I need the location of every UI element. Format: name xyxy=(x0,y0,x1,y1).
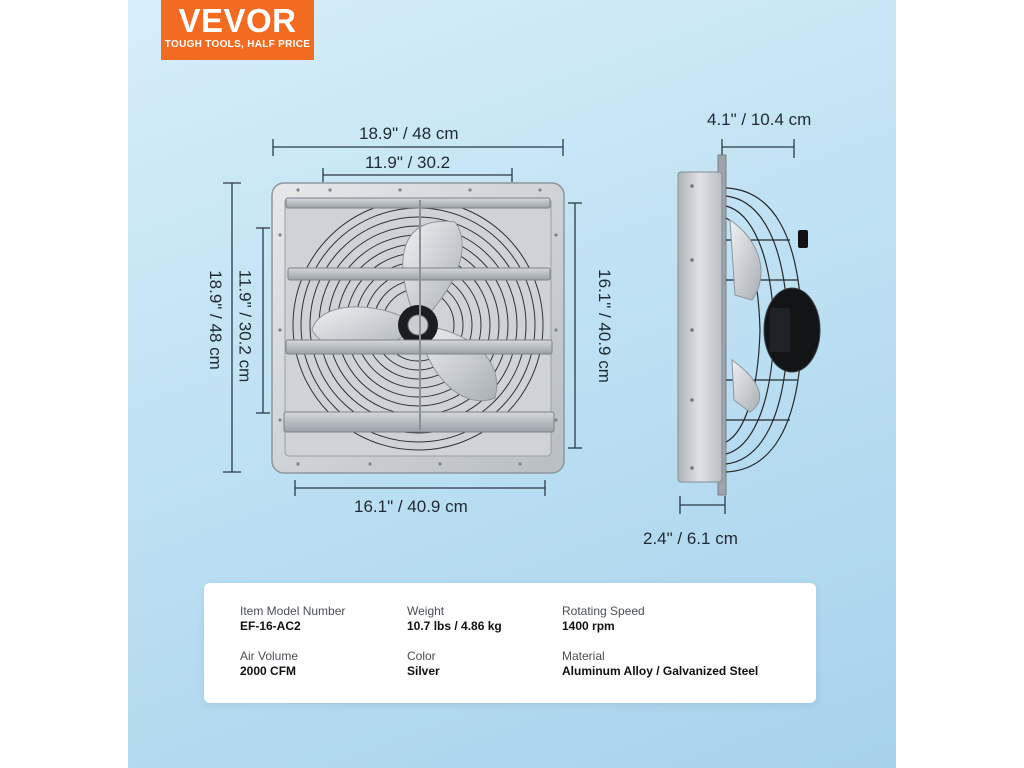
spec-model-number xyxy=(240,604,345,634)
spec-value: EF-16-AC2 xyxy=(240,619,301,633)
spec-value: 1400 rpm xyxy=(562,619,615,633)
dim-front-frame-width: 16.1" / 40.9 cm xyxy=(354,497,468,516)
dim-side-total-depth: 4.1" / 10.4 cm xyxy=(707,110,812,129)
spec-label: Item Model Number xyxy=(240,604,346,618)
spec-label: Color xyxy=(407,649,436,663)
spec-value: Aluminum Alloy / Galvanized Steel xyxy=(562,664,759,678)
spec-rotating-speed xyxy=(562,604,645,634)
spec-material xyxy=(562,649,758,679)
spec-label: Weight xyxy=(407,604,445,618)
front-view xyxy=(223,139,582,496)
brand-logo xyxy=(161,0,314,60)
dim-front-total-height: 18.9" / 48 cm xyxy=(205,270,225,370)
dim-side-frame-depth: 2.4" / 6.1 cm xyxy=(643,529,738,548)
dim-front-frame-height: 16.1" / 40.9 cm xyxy=(594,269,614,383)
spec-value: Silver xyxy=(407,664,440,678)
spec-label: Material xyxy=(562,649,605,663)
brand-tagline: TOUGH TOOLS, HALF PRICE xyxy=(164,39,311,50)
spec-label: Air Volume xyxy=(240,649,299,663)
spec-label: Rotating Speed xyxy=(562,604,645,618)
dim-front-inner-height: 11.9" / 30.2 cm xyxy=(235,269,255,383)
spec-weight xyxy=(407,604,502,634)
spec-card xyxy=(204,583,816,703)
spec-air-volume xyxy=(240,649,298,679)
dim-front-inner-width: 11.9" / 30.2 xyxy=(365,153,451,172)
spec-color xyxy=(407,649,440,679)
spec-value: 10.7 lbs / 4.86 kg xyxy=(407,619,502,633)
side-view xyxy=(678,139,820,514)
spec-value: 2000 CFM xyxy=(240,664,297,678)
dim-front-total-width: 18.9" / 48 cm xyxy=(359,124,459,143)
brand-name: VEVOR xyxy=(178,2,297,39)
